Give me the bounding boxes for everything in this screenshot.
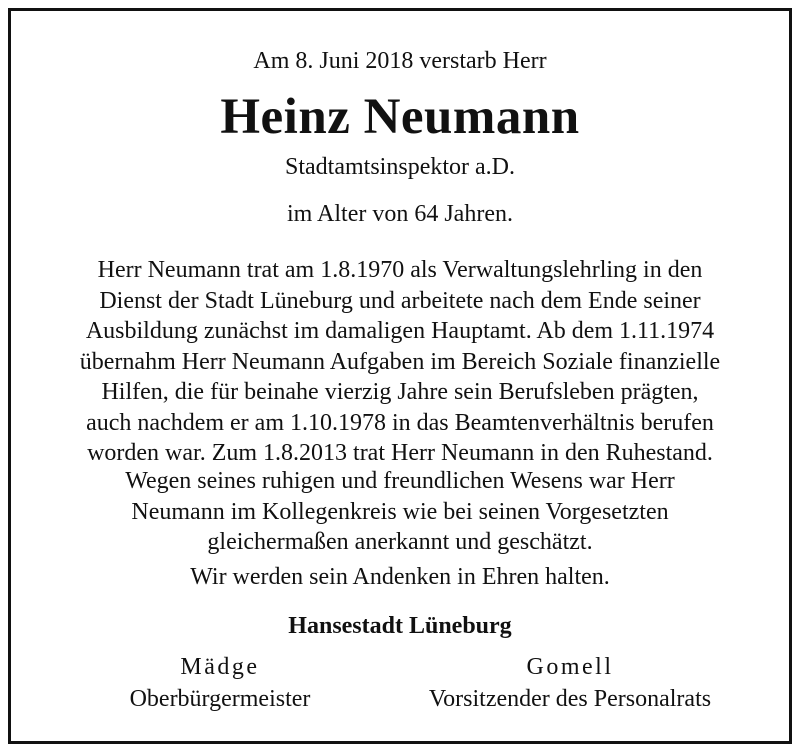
paragraph-line: Ausbildung zunächst im damaligen Hauptamt. Ab dem 1.11.1974	[85, 318, 715, 344]
signatory-council-chair	[400, 652, 740, 714]
signatory-role: Vorsitzender des Personalrats	[428, 686, 712, 712]
paragraph-line: auch nachdem er am 1.10.1978 in das Beamtenverhältnis berufen	[86, 409, 714, 436]
deceased-title: Stadtamtsinspektor a.D.	[285, 154, 515, 180]
deceased-name: Heinz Neumann	[220, 89, 580, 145]
organization-name: Hansestadt Lüneburg	[288, 613, 512, 639]
signatory-name: Mädge	[180, 654, 260, 680]
paragraph-line: gleichermaßen anerkannt und geschätzt.	[207, 529, 593, 555]
paragraph-line: Dienst der Stadt Lüneburg und arbeitete nach dem Ende seiner	[99, 287, 701, 314]
signatory-name: Gomell	[526, 654, 614, 680]
paragraph-line: Neumann im Kollegenkreis wie bei seinen Vorgesetzten	[131, 498, 669, 525]
career-paragraph	[0, 255, 800, 469]
paragraph-line: worden war. Zum 1.8.2013 trat Herr Neumann in den Ruhestand.	[87, 440, 713, 466]
obituary-intro: Am 8. Juni 2018 verstarb Herr	[253, 48, 547, 74]
paragraph-line: Hilfen, die für beinahe vierzig Jahre sein Berufsleben prägten,	[101, 379, 699, 405]
signatory-mayor	[90, 652, 350, 714]
paragraph-line: Wir werden sein Andenken in Ehren halten.	[190, 564, 610, 590]
paragraph-line: übernahm Herr Neumann Aufgaben im Bereich Soziale finanzielle	[79, 348, 721, 375]
paragraph-line: Herr Neumann trat am 1.8.1970 als Verwaltungslehrling in den	[97, 257, 703, 283]
character-paragraph	[0, 466, 800, 558]
closing-paragraph	[0, 562, 800, 593]
signatory-role: Oberbürgermeister	[129, 686, 311, 712]
paragraph-line: Wegen seines ruhigen und freundlichen Wesens war Herr	[125, 468, 675, 494]
deceased-age: im Alter von 64 Jahren.	[287, 201, 513, 227]
